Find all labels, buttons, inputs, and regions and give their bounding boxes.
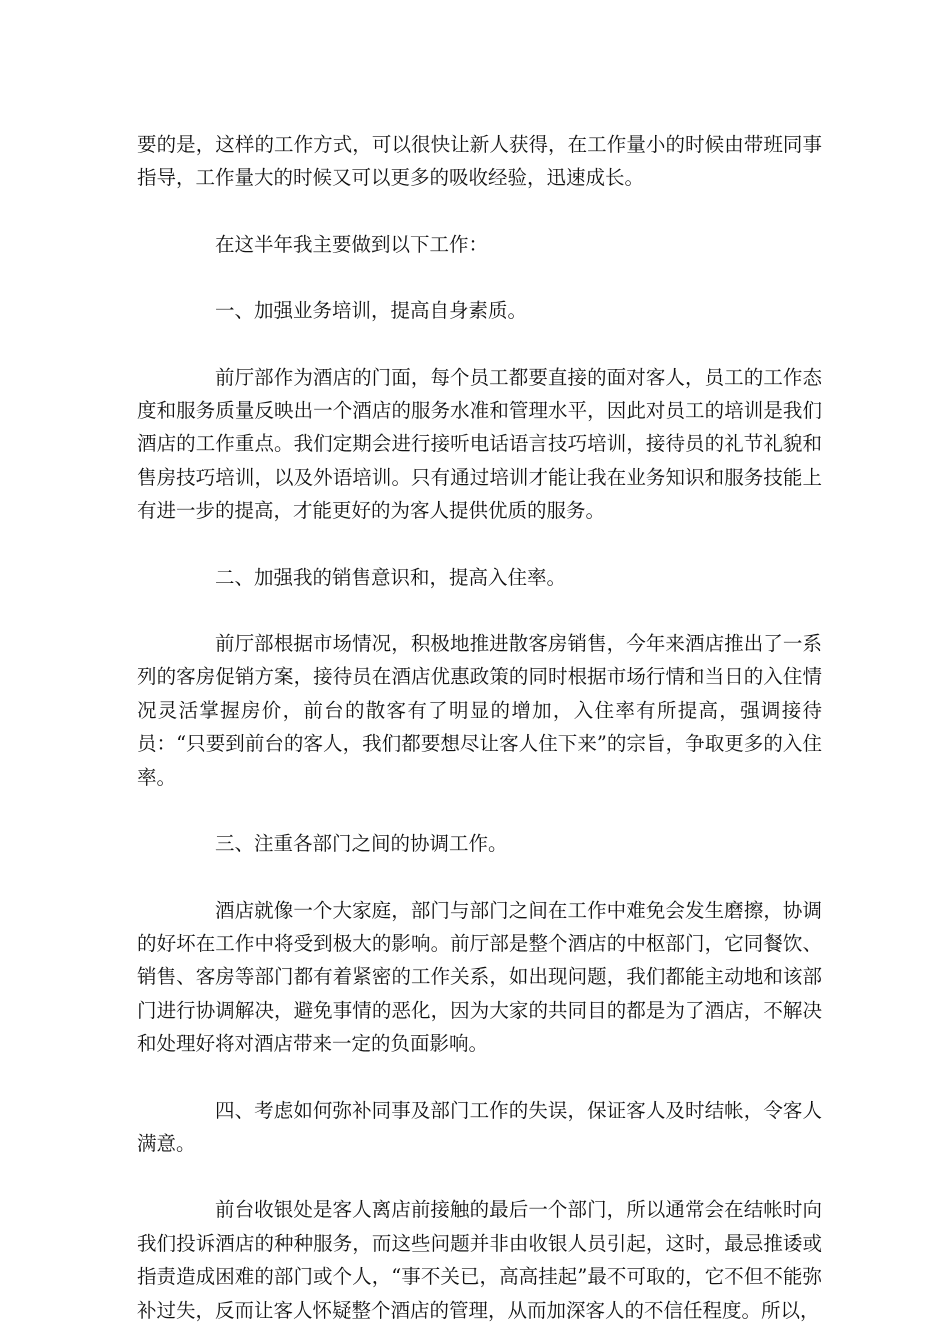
section-heading-2: 二、加强我的销售意识和，提高入住率。 (215, 565, 567, 589)
paragraph-coordination: 酒店就像一个大家庭，部门与部门之间在工作中难免会发生磨擦，协调的好坏在工作中将受到极大的影响。前厅部是整个酒店的中枢部门，它同餐饮、销售、客房等部门都有着紧密的工作关系，如出现问题，我们都能主动地和该部门进行协调解决，避免事情的恶化，因为大家的共同目的都是为了酒店，不解决和处理好将对酒店带来一定的负面影响。 (137, 898, 822, 1056)
document-body (137, 128, 822, 1327)
paragraph-continuation: 要的是，这样的工作方式，可以很快让新人获得，在工作量小的时候由带班同事指导，工作量大的时候又可以更多的吸收经验，迅速成长。 (137, 133, 822, 190)
section-heading-4: 四、考虑如何弥补同事及部门工作的失误，保证客人及时结帐，令客人满意。 (137, 1098, 822, 1155)
paragraph-training: 前厅部作为酒店的门面，每个员工都要直接的面对客人，员工的工作态度和服务质量反映出一个酒店的服务水准和管理水平，因此对员工的培训是我们酒店的工作重点。我们定期会进行接听电话语言技巧培训，接待员的礼节礼貌和售房技巧培训，以及外语培训。只有通过培训才能让我在业务知识和服务技能上有进一步的提高，才能更好的为客人提供优质的服务。 (137, 365, 822, 523)
section-heading-1: 一、加强业务培训，提高自身素质。 (215, 299, 528, 323)
paragraph-checkout: 前台收银处是客人离店前接触的最后一个部门，所以通常会在结帐时向我们投诉酒店的种种服务，而这些问题并非由收银人员引起，这时，最忌推诿或指责造成困难的部门或个人，“事不关已，高高挂起”最不可取的，它不但不能弥补过失，反而让客人怀疑整个酒店的管理，从而加深客人的不信任程度。所以， (137, 1198, 822, 1322)
paragraph-sales: 前厅部根据市场情况，积极地推进散客房销售，今年来酒店推出了一系列的客房促销方案，接待员在酒店优惠政策的同时根据市场行情和当日的入住情况灵活掌握房价，前台的散客有了明显的增加，入住率有所提高，强调接待员：“只要到前台的客人，我们都要想尽让客人住下来”的宗旨，争取更多的入住率。 (137, 632, 822, 789)
section-heading-3: 三、注重各部门之间的协调工作。 (215, 832, 508, 856)
paragraph-intro: 在这半年我主要做到以下工作： (215, 232, 489, 256)
